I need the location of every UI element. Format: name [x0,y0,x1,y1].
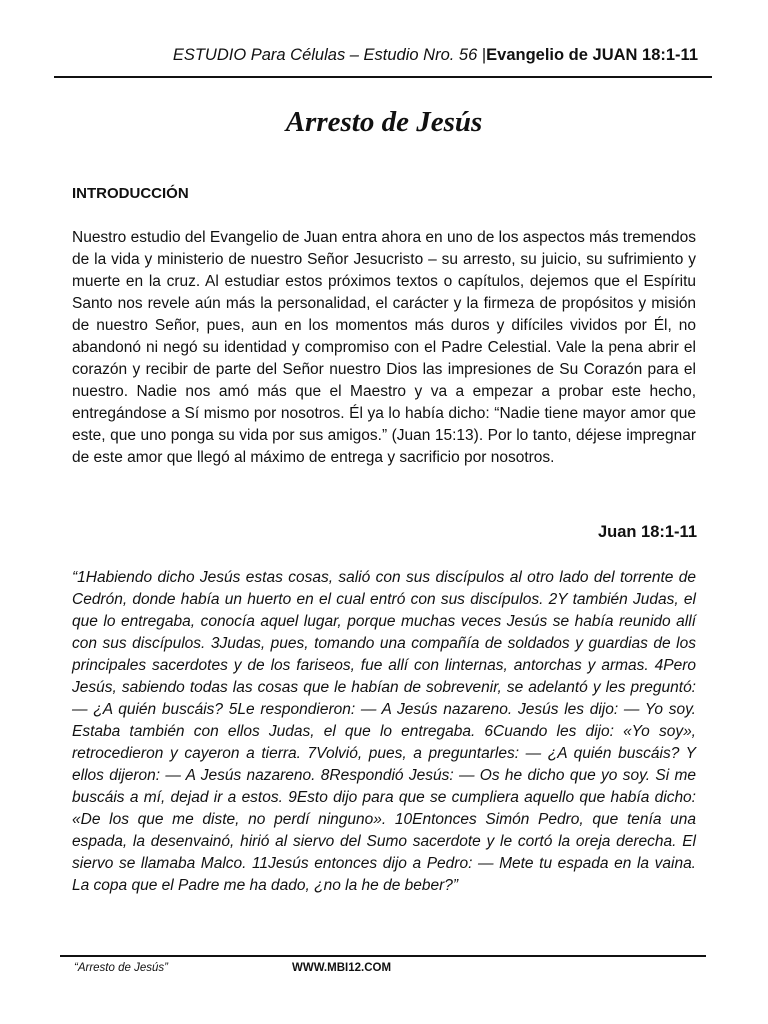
header-study-label: ESTUDIO Para Células – Estudio Nro. 56 [172,46,482,64]
intro-heading: INTRODUCCIÓN [72,185,189,202]
header-rule [54,76,712,78]
intro-paragraph: Nuestro estudio del Evangelio de Juan entra ahora en uno de los aspectos más tremendos de la vida y ministerio de nuestro Señor Jesucristo – su arresto, su juicio, su sufrimiento y muerte en la cruz. Al estudiar estos próximos textos o capítulos, dejemos que el Espíritu Santo nos revele aún más la personalidad, el carácter y la firmeza de propósitos y misión de nuestro Señor, pues, aun en los momentos más duros y difíciles vividos por Él, no abandonó ni negó su identidad y compromiso con el Padre Celestial. Vale la pena abrir el corazón y recibir de parte del Señor nuestro Dios las impresiones de Su Corazón para el nuestro. Nadie nos amó más que el Maestro y va a empezar a probar este hecho, entregándose a Sí mismo por nosotros. Él ya lo había dicho: “Nadie tiene mayor amor que este, que uno ponga su vida por sus amigos.” (Juan 15:13). Por lo tanto, déjese impregnar de este amor que llegó al máximo de entrega y sacrificio por nosotros. [72,229,696,466]
header-passage-label: Evangelio de JUAN 18:1-11 [486,46,698,64]
footer-rule [60,955,706,957]
passage-text: “1Habiendo dicho Jesús estas cosas, salió con sus discípulos al otro lado del torrente de Cedrón, donde había un huerto en el cual entró con sus discípulos. 2Y también Judas, el que lo entregaba, conocía aquel lugar, porque muchas veces Jesús se había reunido allí con sus discípulos. 3Judas, pues, tomando una compañía de soldados y guardias de los principales sacerdotes y de los fariseos, fue allí con linternas, antorchas y armas. 4Pero Jesús, sabiendo todas las cosas que le habían de sobrevenir, se adelantó y les preguntó: — ¿A quién buscáis? 5Le respondieron: — A Jesús nazareno. Jesús les dijo: — Yo soy. Estaba también con ellos Judas, el que lo entregaba. 6Cuando les dijo: «Yo soy», retrocedieron y cayeron a tierra. 7Volvió, pues, a preguntarles: — ¿A quién buscáis? Y ellos dijeron: — A Jesús nazareno. 8Respondió Jesús: — Os he dicho que yo soy. Si me buscáis a mí, dejad ir a estos. 9Esto dijo para que se cumpliera aquello que había dicho: «De los que me diste, no perdí ninguno». 10Entonces Simón Pedro, que tenía una espada, la desenvainó, hirió al siervo del Sumo sacerdote y le cortó la oreja derecha. El siervo se llamaba Malco. 11Jesús entonces dijo a Pedro: — Mete tu espada en la vaina. La copa que el Padre me ha dado, ¿no la he de beber?” [72,569,696,894]
page-header [173,46,698,65]
passage-reference: Juan 18:1-11 [597,523,697,541]
footer-title: “Arresto de Jesús” [74,962,168,974]
header-separator: | [481,46,487,64]
footer-website-link[interactable]: WWW.MBI12.COM [292,962,392,974]
page-title: Arresto de Jesús [285,106,483,138]
